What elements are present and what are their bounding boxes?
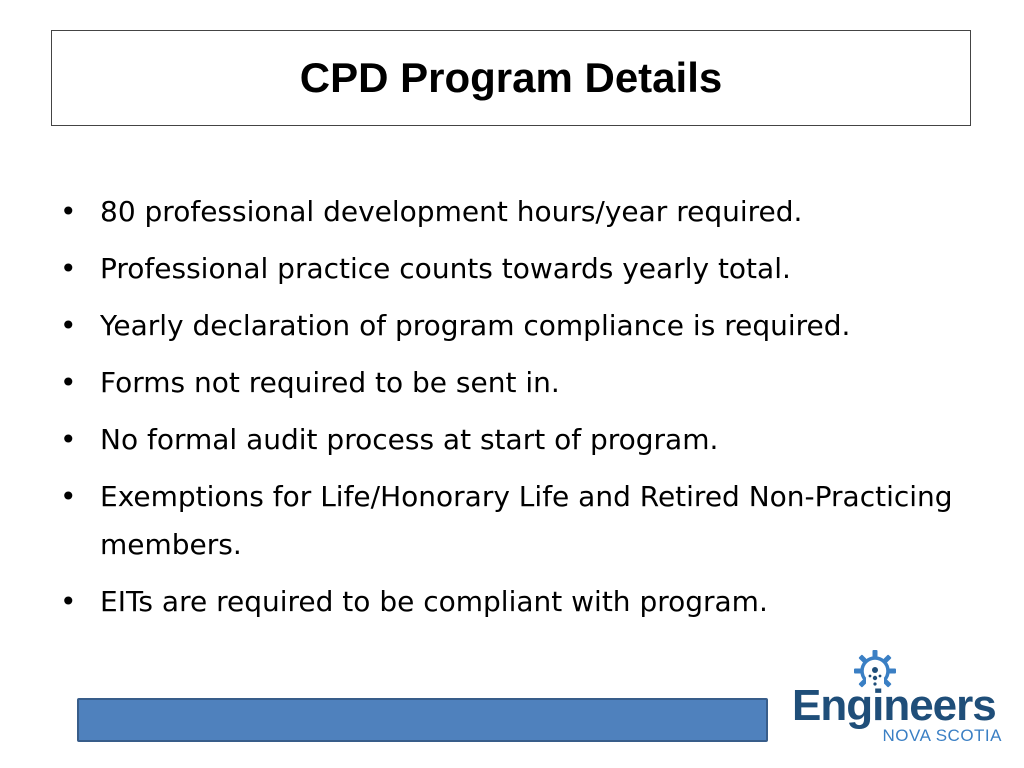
bullet-text: EITs are required to be compliant with program. — [100, 585, 768, 618]
bullet-icon: • — [60, 366, 77, 399]
bullet-item — [58, 578, 978, 626]
engineers-nova-scotia-logo — [792, 648, 1006, 748]
bullet-item — [58, 416, 978, 464]
bullet-icon: • — [60, 195, 77, 228]
bullet-icon: • — [60, 585, 77, 618]
bullet-icon: • — [60, 309, 77, 342]
slide-title: CPD Program Details — [299, 54, 723, 101]
bullet-text: Professional practice counts towards yearly total. — [100, 252, 791, 285]
bullet-item — [58, 245, 978, 293]
bullet-icon: • — [60, 252, 77, 285]
title-box — [51, 30, 971, 126]
bullet-text: No formal audit process at start of program. — [100, 423, 719, 456]
logo-subtitle: NOVA SCOTIA — [882, 726, 1002, 745]
bullet-text: Forms not required to be sent in. — [100, 366, 560, 399]
bullet-icon: • — [60, 480, 77, 513]
bullet-list — [58, 188, 978, 635]
bullet-text: 80 professional development hours/year required. — [100, 195, 803, 228]
bullet-text: Yearly declaration of program compliance is required. — [100, 309, 851, 342]
bullet-item — [58, 473, 978, 569]
bullet-item — [58, 302, 978, 350]
logo-wordmark: Engineers — [792, 681, 996, 730]
bullet-item — [58, 359, 978, 407]
footer-bar — [77, 698, 768, 742]
bullet-item — [58, 188, 978, 236]
bullet-icon: • — [60, 423, 77, 456]
bullet-text: Exemptions for Life/Honorary Life and Retired Non-Practicing members. — [100, 480, 953, 561]
